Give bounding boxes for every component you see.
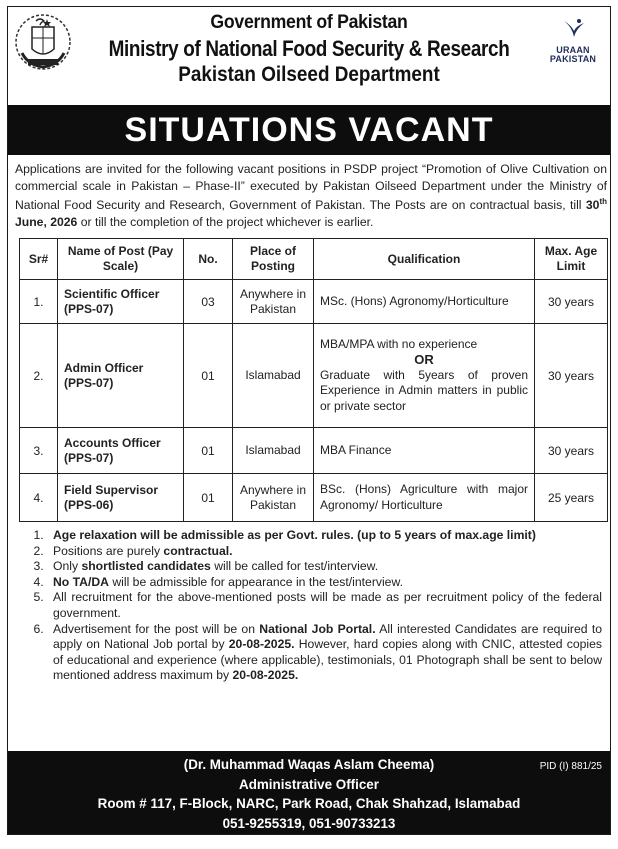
situations-vacant-banner: SITUATIONS VACANT — [8, 105, 610, 155]
notes-list — [8, 528, 610, 684]
row-place: Anywhere in Pakistan — [233, 474, 314, 522]
note-item — [47, 559, 602, 575]
note-item — [47, 544, 602, 560]
note-item — [47, 590, 602, 621]
note-text: Advertisement for the post will be on — [53, 621, 260, 636]
table-row — [20, 428, 608, 474]
intro-text-end: or till the completion of the project whichever is earlier. — [77, 214, 374, 229]
row-count: 01 — [184, 428, 233, 474]
header-age: Max. Age Limit — [535, 239, 608, 280]
note-emphasis: contractual. — [163, 543, 233, 558]
row-age: 30 years — [535, 280, 608, 324]
row-post — [58, 280, 184, 324]
note-emphasis: shortlisted candidates — [81, 559, 211, 574]
header-post: Name of Post (Pay Scale) — [58, 239, 184, 280]
row-post — [58, 474, 184, 522]
header-qualification: Qualification — [314, 239, 535, 280]
row-qualification: BSc. (Hons) Agriculture with major Agronomy/ Horticulture — [314, 474, 535, 522]
pay-scale: (PPS-07) — [64, 375, 114, 390]
qualification-or: OR — [414, 352, 434, 368]
post-name: Scientific Officer — [64, 286, 160, 301]
header-ministry: Ministry of National Food Security & Research — [108, 36, 510, 61]
note-text: Only — [53, 559, 82, 574]
qualification-option-a: MBA/MPA with no experience — [320, 336, 478, 351]
intro-paragraph — [8, 155, 610, 230]
row-sr: 1. — [20, 280, 58, 324]
post-name: Accounts Officer — [64, 435, 161, 450]
header — [8, 7, 610, 105]
uraan-word: URAAN — [556, 45, 590, 55]
note-text: Positions are purely — [53, 543, 164, 558]
intro-date-rest: June, 2026 — [15, 214, 78, 229]
contact-footer — [8, 751, 610, 834]
pay-scale: (PPS-07) — [64, 301, 114, 316]
posts-table — [19, 238, 608, 522]
row-place: Islamabad — [233, 324, 314, 428]
note-item — [47, 622, 602, 684]
officer-name: (Dr. Muhammad Waqas Aslam Cheema) — [183, 757, 435, 772]
row-qualification: MSc. (Hons) Agronomy/Horticulture — [314, 280, 535, 324]
row-count: 01 — [184, 474, 233, 522]
header-place: Place of Posting — [233, 239, 314, 280]
row-qualification: MBA Finance — [314, 428, 535, 474]
table-row — [20, 324, 608, 428]
header-government: Government of Pakistan — [210, 12, 408, 33]
pid-number: PID (I) 881/25 — [539, 761, 602, 772]
pakistan-word: PAKISTAN — [549, 54, 597, 64]
row-count: 03 — [184, 280, 233, 324]
intro-date-suffix: th — [599, 197, 607, 206]
uraan-bird-icon — [560, 17, 586, 41]
row-age: 30 years — [535, 428, 608, 474]
note-emphasis: 20-08-2025. — [232, 668, 299, 683]
government-emblem-icon — [14, 13, 72, 71]
table-header-row — [20, 239, 608, 280]
row-age: 25 years — [535, 474, 608, 522]
note-emphasis: National Job Portal. — [259, 621, 376, 636]
row-place: Islamabad — [233, 428, 314, 474]
officer-title: Administrative Officer — [239, 776, 379, 792]
post-name: Field Supervisor — [64, 482, 159, 497]
post-name: Admin Officer — [64, 360, 144, 375]
row-sr: 2. — [20, 324, 58, 428]
note-text: However, hard copies along with CNIC, attested copies of educational and experience (where applicable), testimonials, 01 Photograph shall be sent to below mentioned address maximum by — [53, 637, 603, 683]
uraan-pakistan-logo — [542, 17, 604, 79]
note-text: All interested Candidates are required to apply on National Job portal by — [53, 621, 602, 652]
row-post — [58, 324, 184, 428]
intro-date-day: 30 — [585, 198, 600, 213]
table-row — [20, 280, 608, 324]
header-department: Pakistan Oilseed Department — [178, 63, 440, 86]
note-emphasis: No TA/DA — [53, 574, 109, 589]
note-text: will be admissible for appearance in the test/interview. — [108, 574, 403, 589]
note-text: will be called for test/interview. — [210, 559, 379, 574]
office-address: Room # 117, F-Block, NARC, Park Road, Chak Shahzad, Islamabad — [97, 796, 521, 811]
note-item — [47, 528, 602, 544]
note-item — [47, 575, 602, 591]
row-post — [58, 428, 184, 474]
pay-scale: (PPS-07) — [64, 450, 114, 465]
row-place: Anywhere in Pakistan — [233, 280, 314, 324]
table-row — [20, 474, 608, 522]
pay-scale: (PPS-06) — [64, 497, 114, 512]
row-qualification — [314, 324, 535, 428]
note-emphasis: 20-08-2025. — [228, 637, 295, 652]
header-sr: Sr# — [20, 239, 58, 280]
row-sr: 4. — [20, 474, 58, 522]
qualification-option-b: Graduate with 5years of proven Experience in Admin matters in public or private sector — [320, 367, 528, 413]
row-sr: 3. — [20, 428, 58, 474]
row-age: 30 years — [535, 324, 608, 428]
note-text: All recruitment for the above-mentioned posts will be made as per recruitment policy of the federal government. — [53, 590, 602, 621]
row-count: 01 — [184, 324, 233, 428]
phone-numbers: 051-9255319, 051-90733213 — [222, 815, 396, 831]
note-text: Age relaxation will be admissible as per Govt. rules. (up to 5 years of max.age limit) — [53, 528, 536, 543]
intro-text: Applications are invited for the following vacant positions in PSDP project “Promotion of Olive Cultivation on commercial scale in Pakistan – Phase-II” executed by Pakistan Oilseed Department under the Ministry of National Food Security and Research, Government of Pakistan. The Posts are on contractual basis, till — [15, 162, 607, 213]
advertisement-page — [7, 6, 611, 835]
header-no: No. — [184, 239, 233, 280]
